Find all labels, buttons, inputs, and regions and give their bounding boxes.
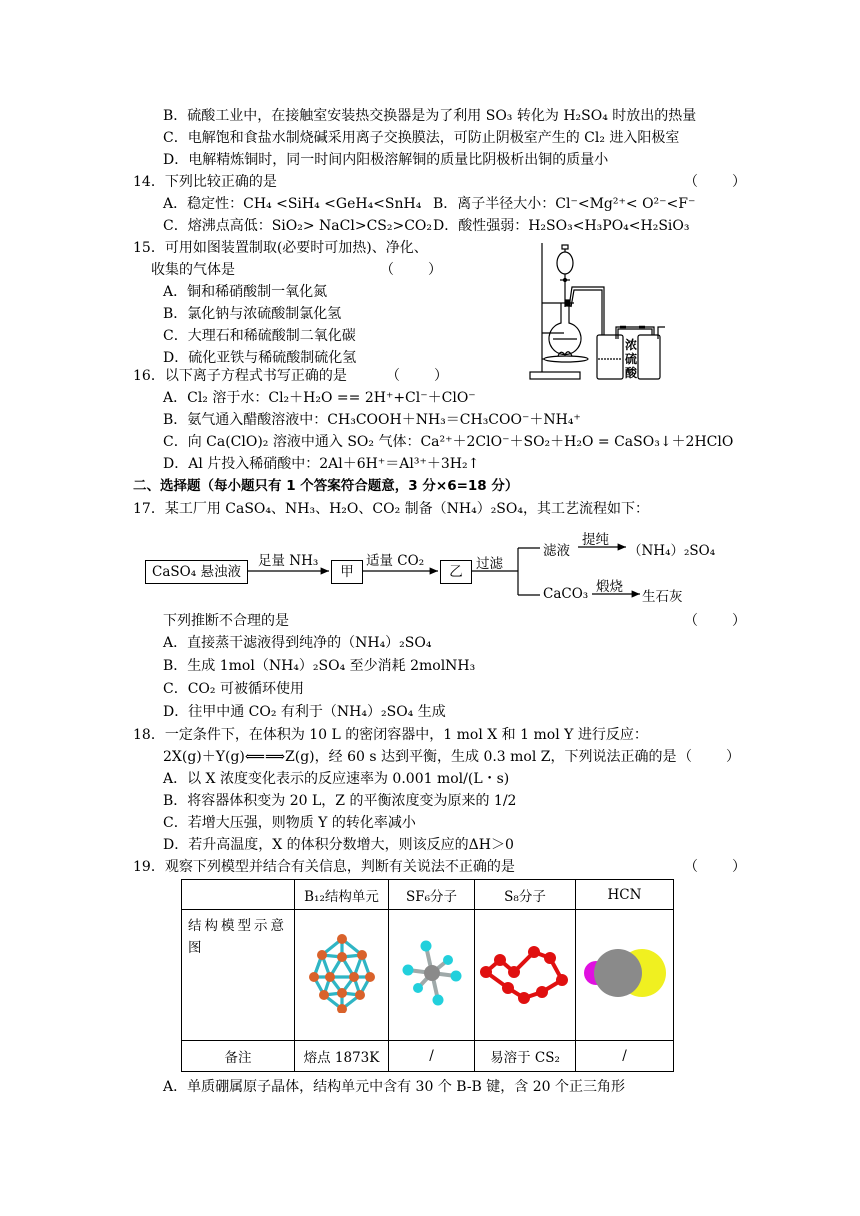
q18-option-b: B．将容器体积变为 20 L，Z 的平衡浓度变为原来的 1/2 [163, 793, 517, 809]
table-header-s8: S₈分子 [475, 880, 576, 910]
q14-answer-paren: （ ） [684, 174, 748, 190]
q15-stem-line2: 收集的气体是 [151, 262, 235, 278]
q13-option-d: D．电解精炼铜时，同一时间内阳极溶解铜的质量比阴极析出铜的质量小 [163, 152, 609, 168]
s8-model-cell [475, 910, 576, 1041]
q15-option-b: B．氯化钠与浓硫酸制氯化氢 [163, 306, 342, 322]
table-header-hcn: HCN [576, 880, 674, 910]
q15-stem-line1: 15．可用如图装置制取(必要时可加热)、净化、 [133, 240, 428, 256]
q18-stem-line2: 2X(g)＋Y(g)⟸⟹Z(g)，经 60 s 达到平衡，生成 0.3 mol Z，下列说法正确的是 [163, 749, 677, 765]
q15-option-a: A．铜和稀硝酸制一氧化氮 [163, 284, 328, 300]
q18-option-d: D．若升高温度，X 的体积分数增大，则该反应的ΔH＞0 [163, 837, 514, 853]
q14-stem: 14．下列比较正确的是 [133, 174, 277, 190]
table-header-sf6: SF₆分子 [389, 880, 475, 910]
q16-answer-paren: （ ） [386, 368, 450, 384]
apparatus-label-1: 浓 [625, 338, 638, 352]
flow-label-purify: 提纯 [582, 532, 609, 548]
q15-option-d: D．硫化亚铁与稀硫酸制硫化氢 [163, 350, 357, 366]
flow-product: （NH₄）₂SO₄ [628, 543, 716, 559]
q13-option-c: C．电解饱和食盐水制烧碱采用离子交换膜法，可防止阴极室产生的 Cl₂ 进入阳极室 [163, 130, 680, 146]
flow-label-calcine: 煅烧 [596, 579, 623, 595]
q18-option-a: A．以 X 浓度变化表示的反应速率为 0.001 mol/(L・s) [163, 771, 510, 787]
q19-stem: 19．观察下列模型并结合有关信息，判断有关说法不正确的是 [133, 859, 515, 875]
flow-lime: 生石灰 [642, 589, 683, 605]
q19-model-table [181, 879, 674, 1072]
q17-answer-paren: （ ） [684, 613, 748, 629]
q14-option-a: A．稳定性：CH₄ <SiH₄ <GeH₄<SnH₄ [163, 196, 422, 212]
q18-answer-paren: （ ） [678, 749, 742, 765]
b12-icosahedron-icon [302, 933, 382, 1013]
note-s8: 易溶于 CS₂ [475, 1041, 576, 1072]
sf6-molecule-icon [402, 938, 462, 1008]
apparatus-label-3: 酸 [625, 366, 638, 380]
q17-option-b: B．生成 1mol（NH₄）₂SO₄ 至少消耗 2molNH₃ [163, 658, 476, 674]
q17-option-d: D．往甲中通 CO₂ 有利于（NH₄）₂SO₄ 生成 [163, 704, 446, 720]
q15-answer-paren: （ ） [380, 262, 444, 278]
q16-option-a: A．Cl₂ 溶于水：Cl₂＋H₂O == 2H⁺+Cl⁻＋ClO⁻ [163, 390, 476, 406]
note-sf6: / [389, 1041, 475, 1072]
q16-option-c: C．向 Ca(ClO)₂ 溶液中通入 SO₂ 气体：Ca²⁺＋2ClO⁻＋SO₂＋H₂O = CaSO₃↓＋2HClO [163, 434, 734, 450]
q16-stem: 16．以下离子方程式书写正确的是 [133, 368, 347, 384]
q19-option-a: A．单质硼属原子晶体，结构单元中含有 30 个 B-B 键，含 20 个正三角形 [163, 1079, 626, 1095]
hcn-model-cell [576, 910, 674, 1041]
q18-option-c: C．若增大压强，则物质 Y 的转化率减小 [163, 815, 416, 831]
q18-stem-line1: 18．一定条件下，在体积为 10 L 的密闭容器中，1 mol X 和 1 mol Y 进行反应： [133, 727, 648, 743]
q14-option-b: B．离子半径大小：Cl⁻<Mg²⁺< O²⁻<F⁻ [433, 196, 696, 212]
note-hcn: / [576, 1041, 674, 1072]
q14-option-c: C．熔沸点高低：SiO₂> NaCl>CS₂>CO₂ [163, 218, 433, 234]
flow-label-co2: 适量 CO₂ [366, 553, 425, 569]
q15-option-c: C．大理石和稀硫酸制二氧化碳 [163, 328, 356, 344]
note-b12: 熔点 1873K [295, 1041, 389, 1072]
apparatus-label-2: 硫 [625, 352, 638, 366]
sf6-model-cell [389, 910, 475, 1041]
q17-stem: 17．某工厂用 CaSO₄、NH₃、H₂O、CO₂ 制备（NH₄）₂SO₄，其工艺流程如下： [133, 501, 649, 517]
flow-box-jia: 甲 [331, 560, 363, 584]
q16-option-d: D．Al 片投入稀硝酸中：2Al＋6H⁺＝Al³⁺＋3H₂↑ [163, 456, 480, 472]
table-row-label-model: 结构模型示意图 [182, 910, 295, 1041]
section-2-heading: 二、选择题（每小题只有 1 个答案符合题意，3 分×6=18 分） [133, 478, 519, 494]
b12-model-cell [295, 910, 389, 1041]
flow-caco3: CaCO₃ [543, 586, 589, 602]
table-header-blank [182, 880, 295, 910]
flow-box-yi: 乙 [440, 560, 472, 584]
q17-option-a: A．直接蒸干滤液得到纯净的（NH₄）₂SO₄ [163, 635, 432, 651]
q19-answer-paren: （ ） [684, 859, 748, 875]
flow-filtrate: 滤液 [543, 543, 570, 559]
table-header-b12: B₁₂结构单元 [295, 880, 389, 910]
flow-label-nh3: 足量 NH₃ [258, 553, 319, 569]
q17-sub-stem: 下列推断不合理的是 [163, 613, 289, 629]
table-row-label-note: 备注 [182, 1041, 295, 1072]
q16-option-b: B．氨气通入醋酸溶液中：CH₃COOH＋NH₃＝CH₃COO⁻＋NH₄⁺ [163, 412, 581, 428]
q14-option-d: D．酸性强弱：H₂SO₃<H₃PO₄<H₂SiO₃ [433, 218, 690, 234]
s8-ring-icon [478, 938, 573, 1008]
flow-box-caso4: CaSO₄ 悬浊液 [145, 560, 248, 584]
q17-option-c: C．CO₂ 可被循环使用 [163, 681, 304, 697]
q13-option-b: B．硫酸工业中，在接触室安装热交换器是为了利用 SO₃ 转化为 H₂SO₄ 时放出的热量 [163, 108, 697, 124]
hcn-spacefill-icon [582, 943, 668, 1003]
flow-label-filter: 过滤 [476, 556, 503, 572]
